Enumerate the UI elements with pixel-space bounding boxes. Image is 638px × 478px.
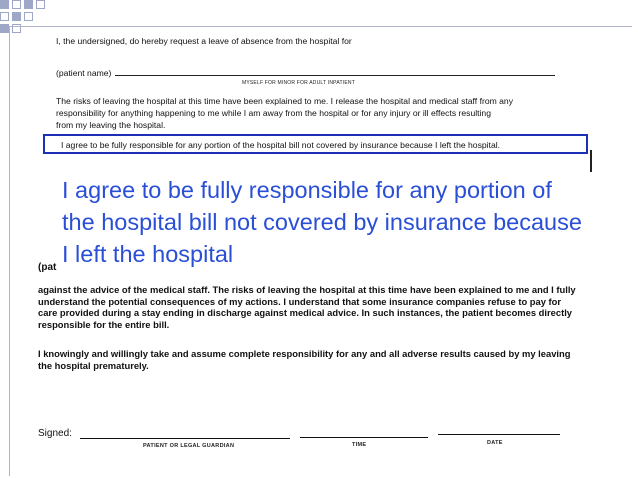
risks-line-1: The risks of leaving the hospital at this time have been explained to me. I release the hospital and medical staff from any <box>56 96 513 106</box>
time-caption: TIME <box>352 442 367 448</box>
deco-square <box>36 0 45 9</box>
deco-square <box>0 0 9 9</box>
overlay-callout-text: I agree to be fully responsible for any portion of the hospital bill not covered by insurance because I left the hospital <box>62 174 582 270</box>
deco-vertical-rule <box>9 26 10 476</box>
date-caption: DATE <box>487 440 503 446</box>
highlighted-clause-box <box>43 134 588 154</box>
deco-square <box>0 12 9 21</box>
highlighted-clause-text: I agree to be fully responsible for any portion of the hospital bill not covered by insurance because I left the hospital. <box>61 140 501 150</box>
deco-square <box>12 0 21 9</box>
patient-name-label: (patient name) <box>56 68 112 78</box>
deco-square <box>0 24 9 33</box>
myself-caption: MYSELF FOR MINOR FOR ADULT INPATIENT <box>242 80 355 86</box>
patient-guardian-caption: PATIENT OR LEGAL GUARDIAN <box>143 443 235 449</box>
signature-line <box>80 438 290 439</box>
patient-fragment: (pat <box>38 262 57 273</box>
signed-label: Signed: <box>38 428 72 439</box>
scan-edge-mark <box>590 150 592 172</box>
ama-paragraph: against the advice of the medical staff. The risks of leaving the hospital at this time have been explained to me and I fully understand the potential consequences of my actions. I understand that some insurance companies refuse to pay for care provided during a stay ending in discharge against medical advice. In such instances, the patient becomes directly responsible for the entire bill. <box>38 284 576 330</box>
time-line <box>300 437 428 438</box>
deco-square <box>12 12 21 21</box>
deco-square <box>24 0 33 9</box>
form-request-line: I, the undersigned, do hereby request a leave of absence from the hospital for <box>56 36 352 46</box>
responsibility-paragraph: I knowingly and willingly take and assume complete responsibility for any and all adverse results caused by my leaving the hospital prematurely. <box>38 348 571 371</box>
date-line <box>438 434 560 435</box>
deco-square <box>24 12 33 21</box>
deco-horizontal-rule <box>9 26 632 27</box>
risks-line-2: responsibility for anything happening to me while I am away from the hospital or for any injury or ill effects resulting <box>56 108 491 118</box>
patient-name-blank <box>115 67 555 76</box>
risks-line-3: from my leaving the hospital. <box>56 120 166 130</box>
